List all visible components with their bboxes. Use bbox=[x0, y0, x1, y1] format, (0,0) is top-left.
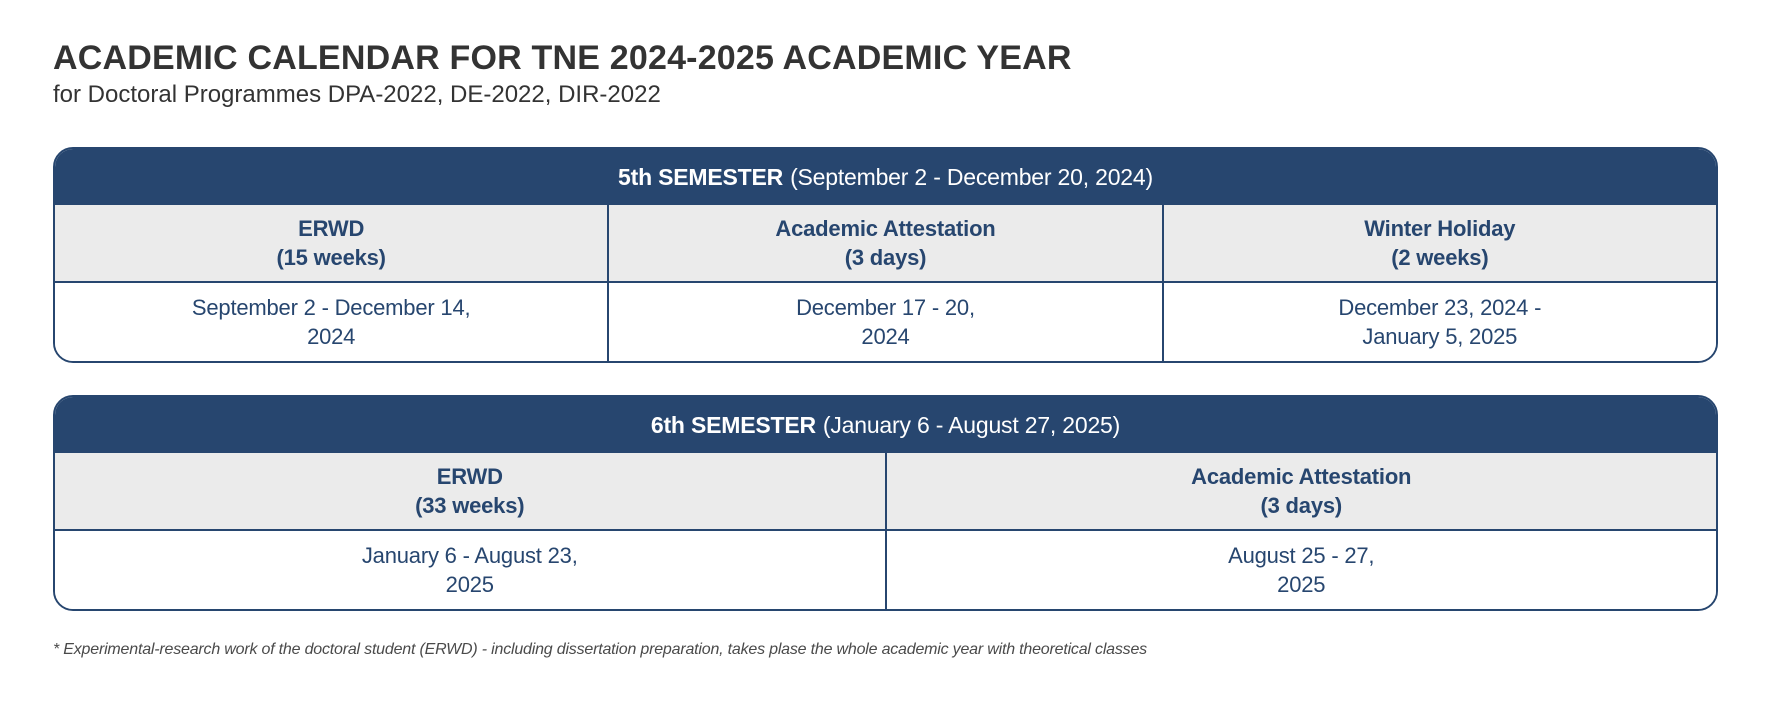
period-label: Academic Attestation bbox=[1191, 464, 1412, 489]
period-dates-erwd bbox=[55, 283, 609, 361]
period-label: ERWD bbox=[436, 464, 503, 489]
footnote: * Experimental-research work of the doctoral student (ERWD) - including dissertation preparation, takes plase the whole academic year with theoretical classes bbox=[53, 641, 1147, 658]
period-dates-attestation bbox=[609, 283, 1163, 361]
semester-5-range: (September 2 - December 20, 2024) bbox=[790, 163, 1153, 190]
period-duration: (3 days) bbox=[1260, 493, 1343, 518]
period-header-attestation bbox=[609, 205, 1163, 281]
period-label: Academic Attestation bbox=[775, 216, 996, 241]
dates-line: 2024 bbox=[861, 324, 910, 349]
dates-line: September 2 - December 14, bbox=[191, 295, 471, 320]
semester-6-name: 6th SEMESTER bbox=[650, 411, 816, 438]
semester-6-range: (January 6 - August 27, 2025) bbox=[822, 411, 1121, 438]
page-title: ACADEMIC CALENDAR FOR TNE 2024-2025 ACADEMIC YEAR bbox=[53, 39, 1072, 77]
semester-6-table bbox=[53, 395, 1718, 611]
semester-6-header bbox=[55, 397, 1716, 453]
semester-5-table bbox=[53, 147, 1718, 363]
semester-5-name: 5th SEMESTER bbox=[618, 163, 784, 190]
period-duration: (2 weeks) bbox=[1391, 245, 1489, 270]
period-header-winter-holiday bbox=[1164, 205, 1716, 281]
semester-6-period-dates bbox=[55, 531, 1716, 609]
period-label: ERWD bbox=[298, 216, 365, 241]
period-dates-winter-holiday bbox=[1164, 283, 1716, 361]
calendar-page bbox=[53, 38, 1720, 658]
period-duration: (3 days) bbox=[844, 245, 927, 270]
dates-line: 2025 bbox=[1277, 572, 1326, 597]
period-dates-erwd bbox=[55, 531, 887, 609]
period-dates-attestation bbox=[887, 531, 1717, 609]
period-header-attestation bbox=[887, 453, 1717, 529]
semester-6-period-headers bbox=[55, 453, 1716, 531]
page-subtitle: for Doctoral Programmes DPA-2022, DE-2022, DIR-2022 bbox=[53, 81, 661, 108]
dates-line: August 25 - 27, bbox=[1228, 543, 1375, 568]
period-duration: (33 weeks) bbox=[415, 493, 525, 518]
period-label: Winter Holiday bbox=[1364, 216, 1516, 241]
dates-line: 2025 bbox=[445, 572, 494, 597]
dates-line: December 23, 2024 - bbox=[1338, 295, 1542, 320]
dates-line: January 5, 2025 bbox=[1362, 324, 1518, 349]
period-duration: (15 weeks) bbox=[276, 245, 386, 270]
semester-5-period-headers bbox=[55, 205, 1716, 283]
dates-line: January 6 - August 23, bbox=[361, 543, 578, 568]
period-header-erwd bbox=[55, 453, 887, 529]
period-header-erwd bbox=[55, 205, 609, 281]
semester-5-header bbox=[55, 149, 1716, 205]
semester-5-period-dates bbox=[55, 283, 1716, 361]
dates-line: December 17 - 20, bbox=[796, 295, 975, 320]
dates-line: 2024 bbox=[307, 324, 356, 349]
